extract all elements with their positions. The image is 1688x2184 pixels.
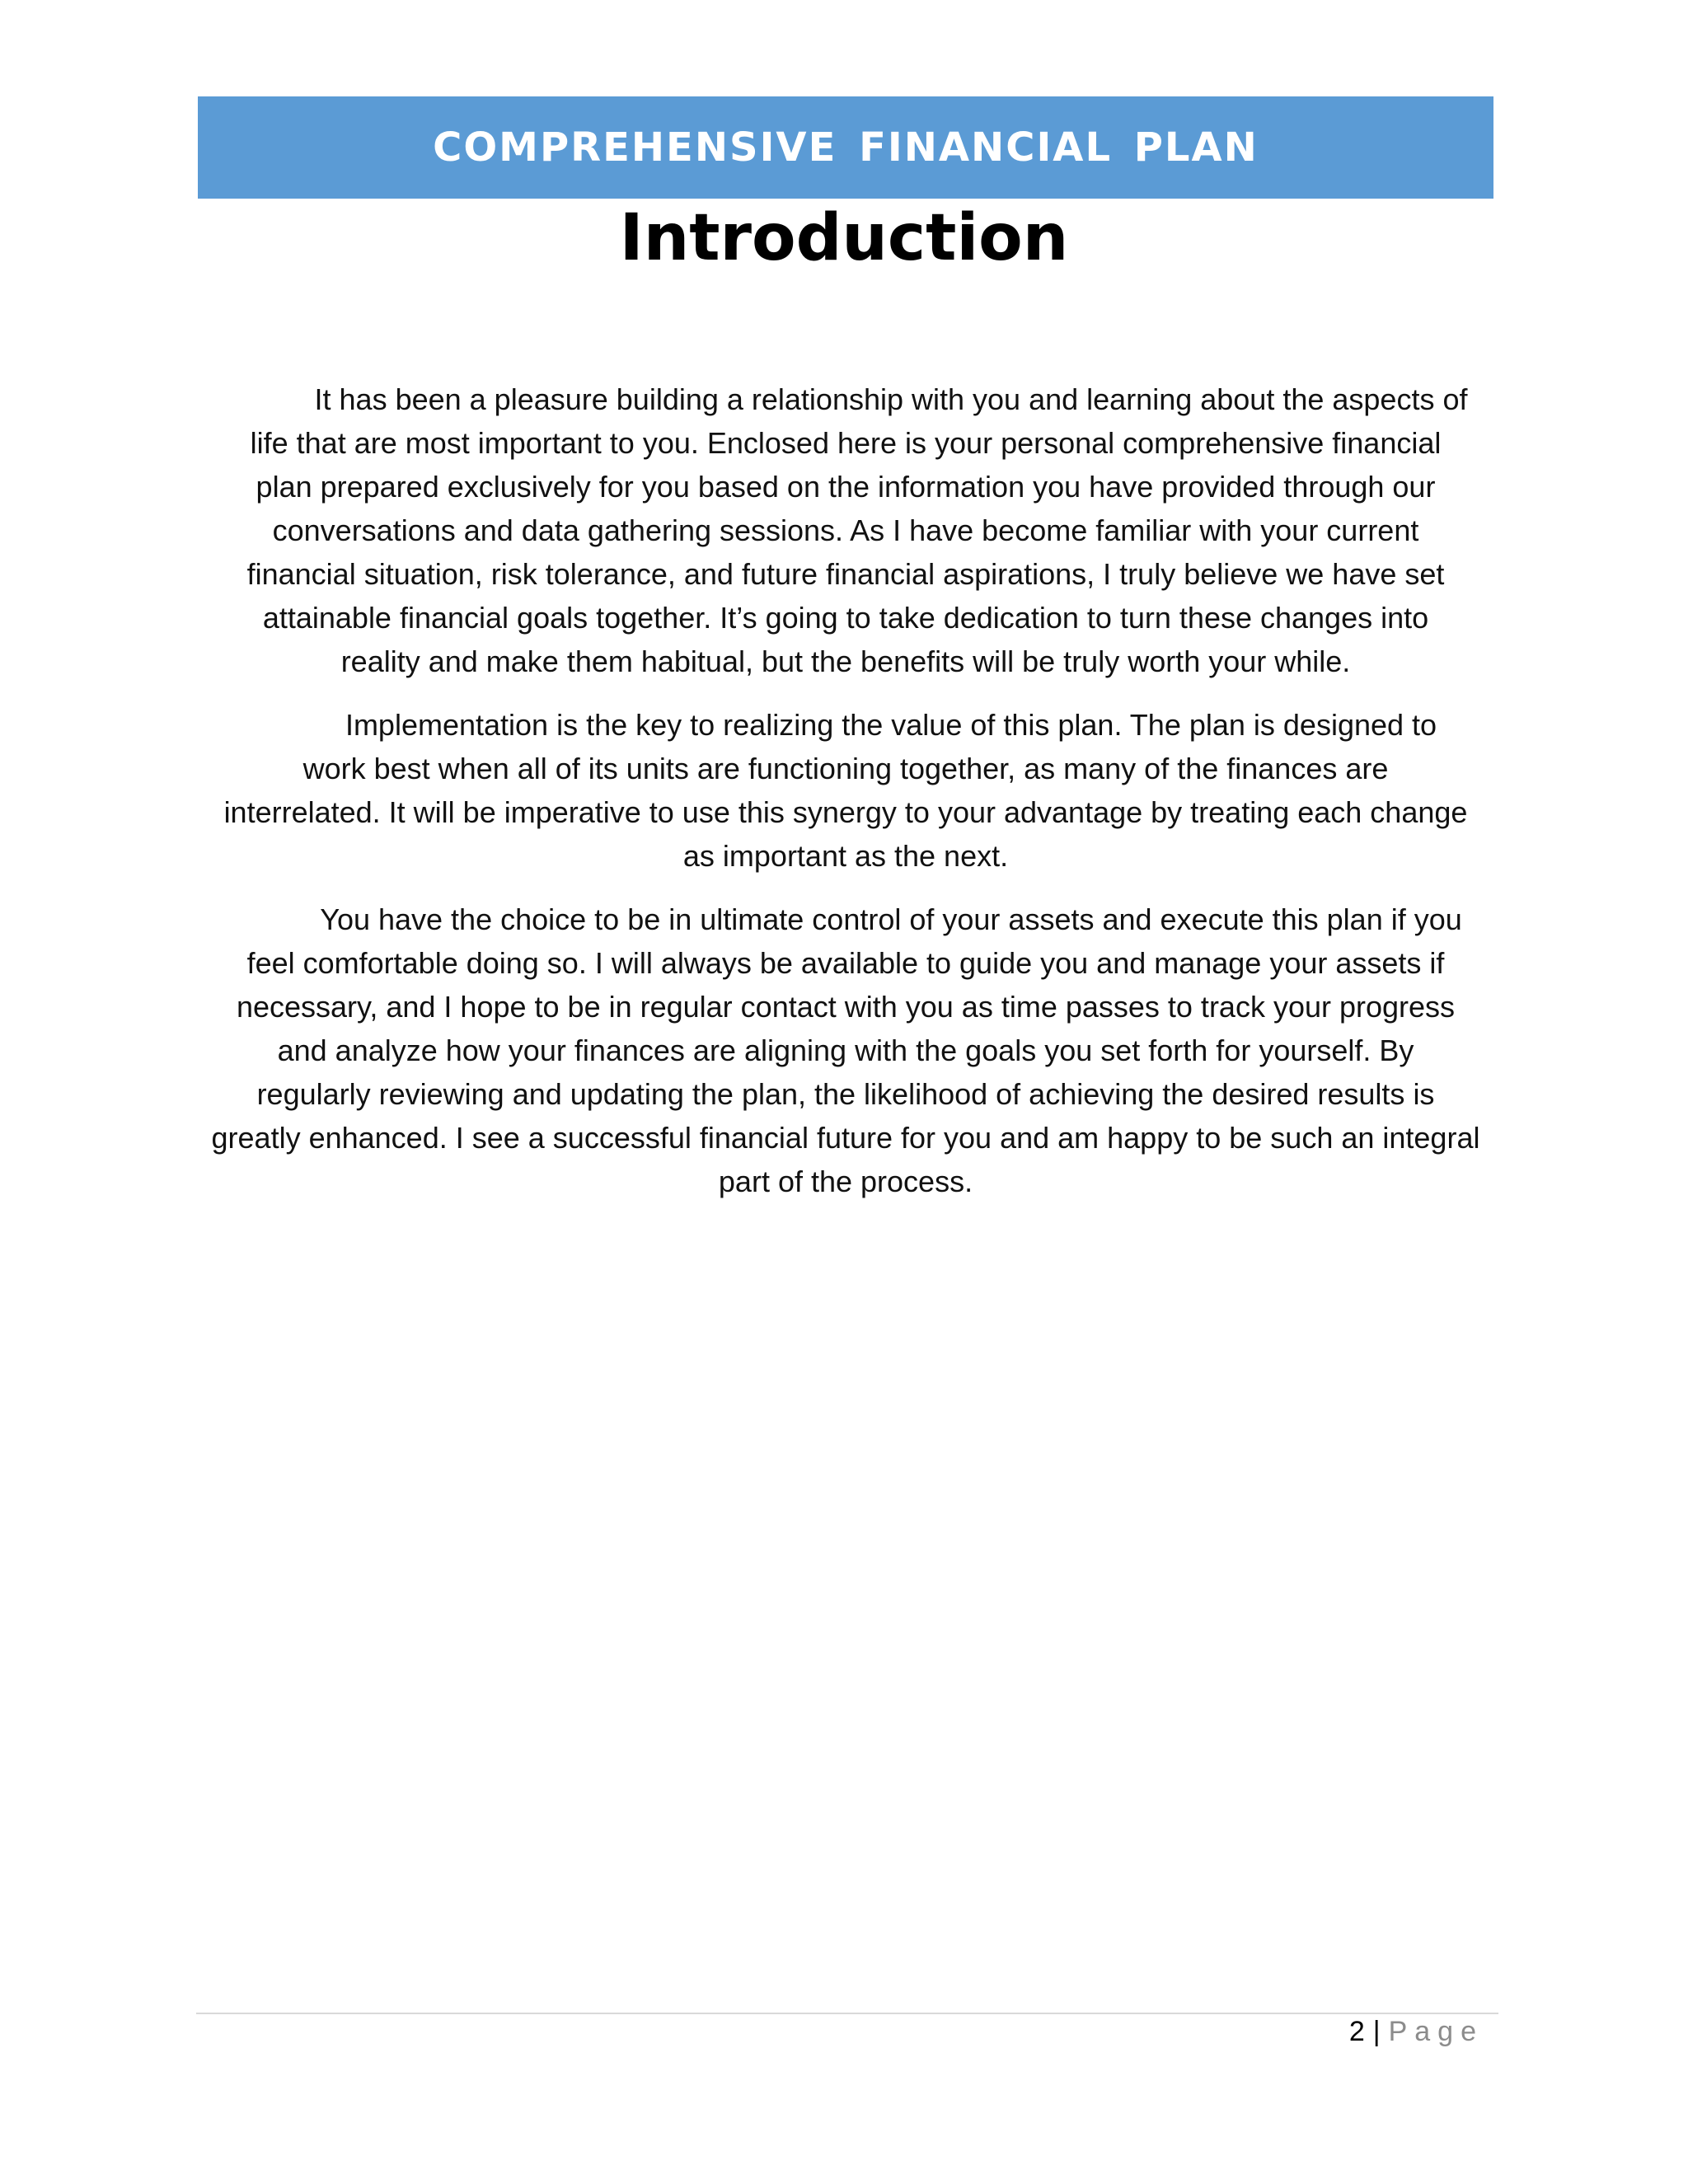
header-title: COMPREHENSIVE FINANCIAL PLAN: [433, 124, 1259, 171]
paragraph-line: financial situation, risk tolerance, and future financial aspirations, I truly believe we have set: [246, 557, 1445, 591]
paragraph-line: as important as the next.: [682, 839, 1009, 873]
paragraph-line: reality and make them habitual, but the benefits will be truly worth your while.: [340, 644, 1351, 678]
paragraph-line: necessary, and I hope to be in regular contact with you as time passes to track your progress: [236, 990, 1456, 1024]
paragraph-line: work best when all of its units are functioning together, as many of the finances are: [302, 752, 1389, 785]
paragraph-line: feel comfortable doing so. I will always be available to guide you and manage your assets if: [246, 946, 1445, 980]
paragraph-line: It has been a pleasure building a relationship with you and learning about the aspects of: [314, 382, 1468, 416]
paragraph-line: You have the choice to be in ultimate control of your assets and execute this plan if you: [320, 902, 1462, 936]
intro-paragraph-3: [198, 898, 1493, 1203]
page-footer: [1349, 2016, 1484, 2048]
page-number: 2: [1348, 2016, 1365, 2047]
body-text: [198, 377, 1493, 1223]
paragraph-line: life that are most important to you. Enclosed here is your personal comprehensive financial: [250, 426, 1442, 460]
paragraph-line: regularly reviewing and updating the plan, the likelihood of achieving the desired results is: [256, 1077, 1435, 1111]
paragraph-line: Implementation is the key to realizing the value of this plan. The plan is designed to: [345, 708, 1437, 742]
header-band: [198, 96, 1493, 199]
paragraph-line: attainable financial goals together. It’s going to take dedication to turn these changes into: [262, 601, 1429, 635]
footer-separator: |: [1372, 2016, 1381, 2047]
paragraph-line: part of the process.: [718, 1165, 973, 1198]
intro-paragraph-2: [198, 703, 1493, 878]
paragraph-line: and analyze how your finances are aligning with the goals you set forth for yourself. By: [277, 1033, 1414, 1067]
intro-paragraph-1: [198, 377, 1493, 683]
paragraph-line: plan prepared exclusively for you based on the information you have provided through our: [256, 470, 1436, 504]
page-label: Page: [1388, 2016, 1484, 2047]
paragraph-line: interrelated. It will be imperative to use this synergy to your advantage by treating each change: [223, 795, 1468, 829]
paragraph-line: greatly enhanced. I see a successful financial future for you and am happy to be such an integral: [211, 1121, 1480, 1155]
footer-divider: [196, 2013, 1498, 2014]
paragraph-line: conversations and data gathering sessions. As I have become familiar with your current: [272, 513, 1419, 547]
page-title: Introduction: [619, 201, 1069, 275]
